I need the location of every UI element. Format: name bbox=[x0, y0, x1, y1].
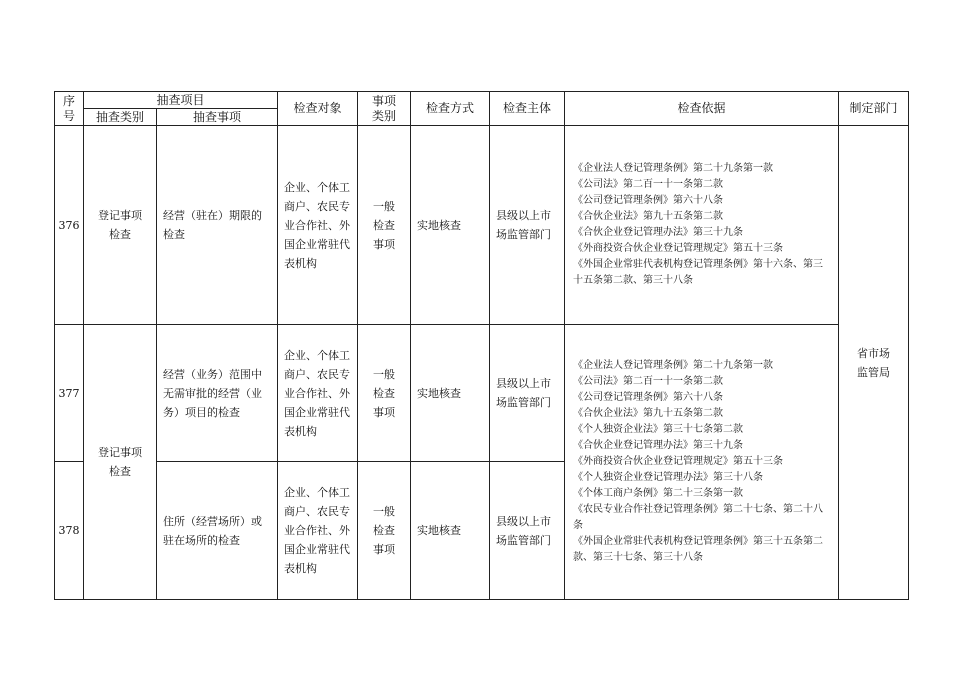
row-method: 实地核查 bbox=[411, 462, 490, 600]
basis-line: 《个人独资企业法》第三十七条第二款 bbox=[573, 424, 744, 435]
header-seq: 序号 bbox=[55, 92, 84, 126]
row-matter: 经营（驻在）期限的检查 bbox=[157, 126, 278, 325]
basis-line: 《个人独资企业登记管理办法》第三十八条 bbox=[573, 472, 764, 483]
row-seq: 378 bbox=[55, 462, 84, 600]
row-basis bbox=[565, 126, 839, 325]
basis-line: 《企业法人登记管理条例》第二十九条第一款 bbox=[573, 360, 774, 371]
row-subject: 县级以上市场监管部门 bbox=[490, 325, 565, 462]
basis-line: 《外商投资合伙企业登记管理规定》第五十三条 bbox=[573, 243, 784, 254]
row-category: 登记事项检查 bbox=[84, 325, 157, 600]
basis-line: 《合伙企业登记管理办法》第三十九条 bbox=[573, 440, 744, 451]
row-seq: 377 bbox=[55, 325, 84, 462]
row-matter: 住所（经营场所）或驻在场所的检查 bbox=[157, 462, 278, 600]
header-dept: 制定部门 bbox=[839, 92, 909, 126]
basis-line: 《公司登记管理条例》第六十八条 bbox=[573, 195, 724, 206]
header-check-item: 抽查项目 bbox=[84, 92, 278, 109]
basis-line: 《合伙企业登记管理办法》第三十九条 bbox=[573, 227, 744, 238]
row-target: 企业、个体工商户、农民专业合作社、外国企业常驻代表机构 bbox=[278, 462, 358, 600]
header-matter-type: 事项类别 bbox=[358, 92, 411, 126]
row-category: 登记事项检查 bbox=[84, 126, 157, 325]
row-target: 企业、个体工商户、农民专业合作社、外国企业常驻代表机构 bbox=[278, 126, 358, 325]
basis-line: 《公司法》第二百一十一条第二款 bbox=[573, 179, 724, 190]
basis-line: 《农民专业合作社登记管理条例》第二十七条、第二十八条 bbox=[573, 504, 824, 531]
row-matter-type: 一般检查事项 bbox=[358, 325, 411, 462]
row-method: 实地核查 bbox=[411, 126, 490, 325]
row-subject: 县级以上市场监管部门 bbox=[490, 462, 565, 600]
basis-line: 《合伙企业法》第九十五条第二款 bbox=[573, 408, 724, 419]
basis-line: 《企业法人登记管理条例》第二十九条第一款 bbox=[573, 163, 774, 174]
table-row bbox=[55, 126, 909, 325]
shared-basis bbox=[565, 325, 839, 600]
header-category: 抽查类别 bbox=[84, 109, 157, 126]
basis-line: 《外商投资合伙企业登记管理规定》第五十三条 bbox=[573, 456, 784, 467]
basis-line: 《外国企业常驻代表机构登记管理条例》第十六条、第三十五条第二款、第三十八条 bbox=[573, 259, 824, 286]
row-target: 企业、个体工商户、农民专业合作社、外国企业常驻代表机构 bbox=[278, 325, 358, 462]
header-matter: 抽查事项 bbox=[157, 109, 278, 126]
basis-line: 《外国企业常驻代表机构登记管理条例》第三十五条第二款、第三十七条、第三十八条 bbox=[573, 536, 824, 563]
row-method: 实地核查 bbox=[411, 325, 490, 462]
header-subject: 检查主体 bbox=[490, 92, 565, 126]
basis-line: 《合伙企业法》第九十五条第二款 bbox=[573, 211, 724, 222]
inspection-table bbox=[54, 91, 909, 600]
row-subject: 县级以上市场监管部门 bbox=[490, 126, 565, 325]
dept-cell: 省市场监管局 bbox=[839, 126, 909, 600]
row-seq: 376 bbox=[55, 126, 84, 325]
row-matter-type: 一般检查事项 bbox=[358, 126, 411, 325]
basis-line: 《个体工商户条例》第二十三条第一款 bbox=[573, 488, 744, 499]
header-target: 检查对象 bbox=[278, 92, 358, 126]
basis-line: 《公司登记管理条例》第六十八条 bbox=[573, 392, 724, 403]
basis-line: 《公司法》第二百一十一条第二款 bbox=[573, 376, 724, 387]
row-matter: 经营（业务）范围中无需审批的经营（业务）项目的检查 bbox=[157, 325, 278, 462]
header-method: 检查方式 bbox=[411, 92, 490, 126]
row-matter-type: 一般检查事项 bbox=[358, 462, 411, 600]
header-basis: 检查依据 bbox=[565, 92, 839, 126]
table-row bbox=[55, 325, 909, 462]
